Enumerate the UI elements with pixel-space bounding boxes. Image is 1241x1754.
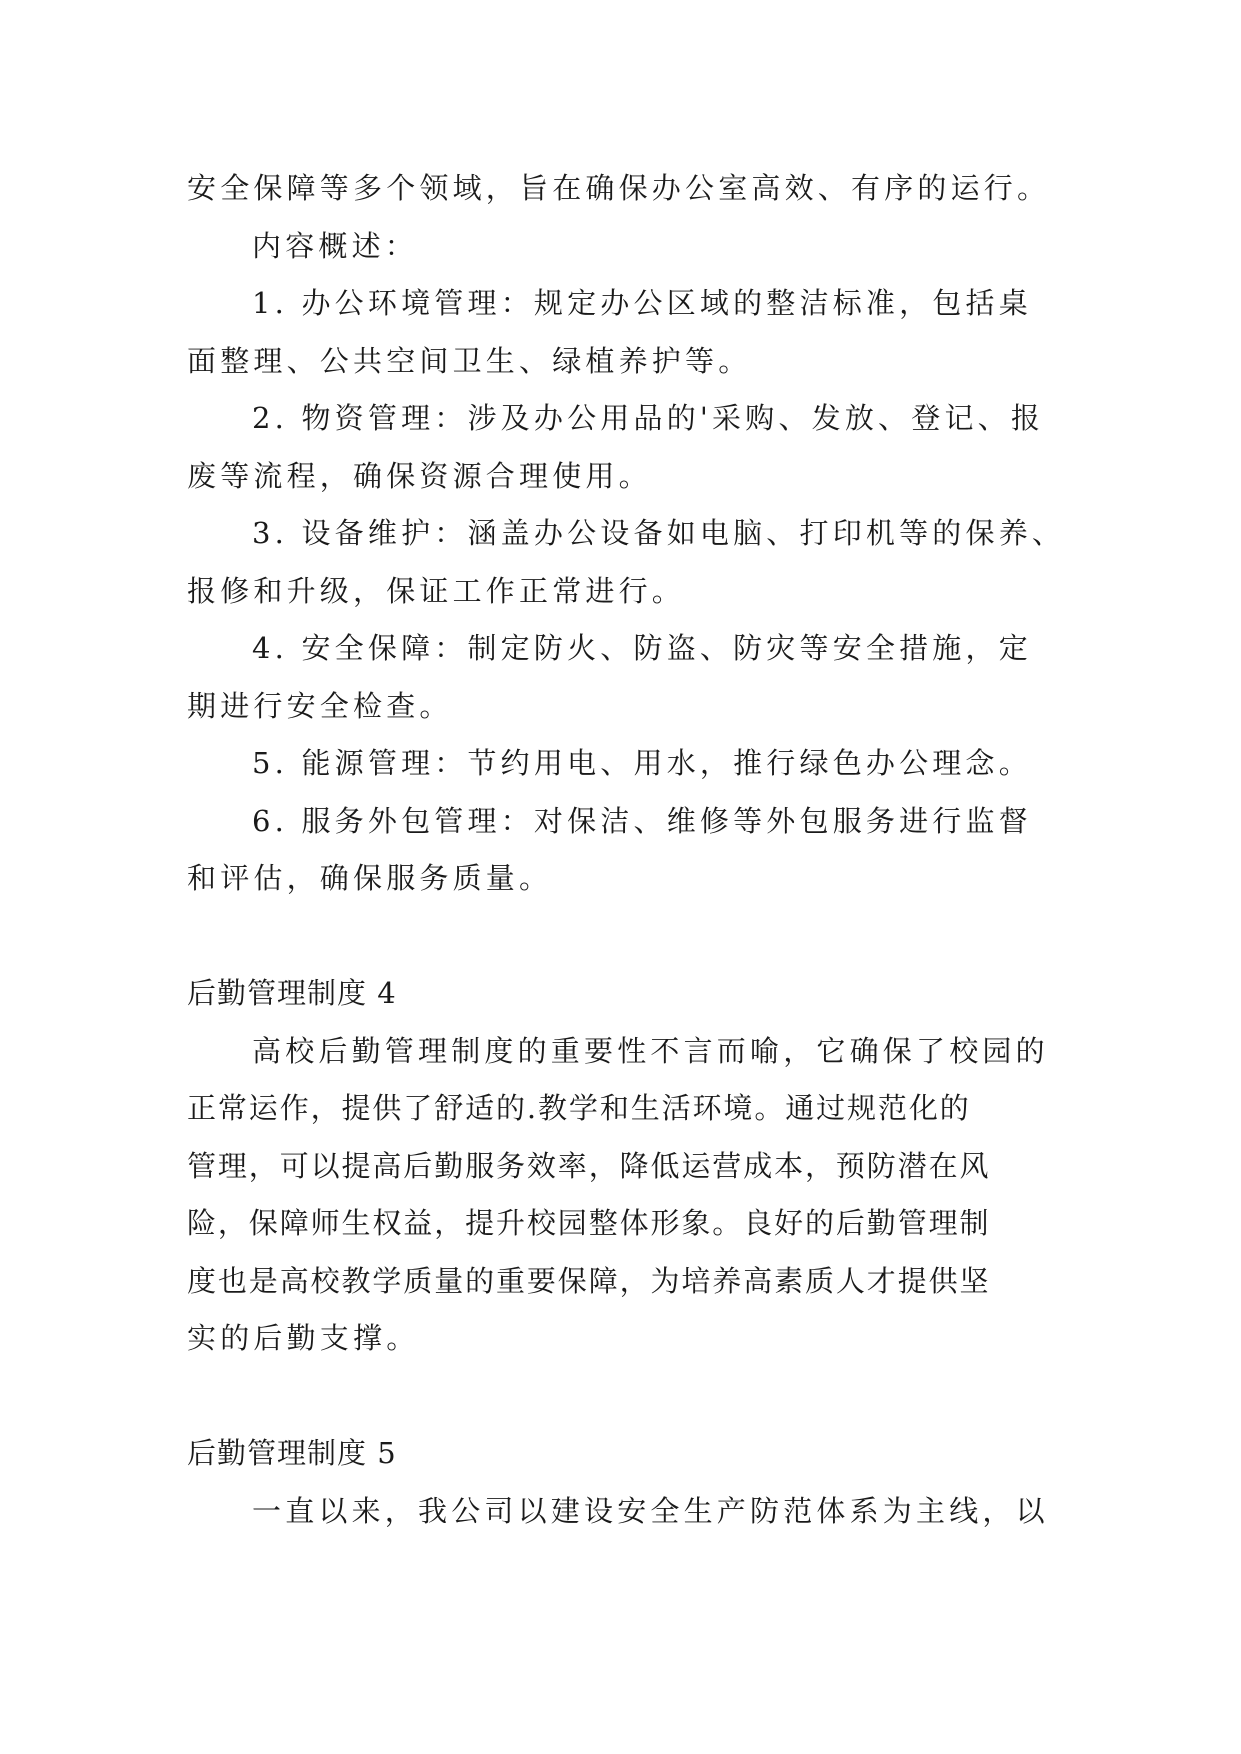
paragraph-line: 一直以来，我公司以建设安全生产防范体系为主线，以 (252, 1493, 1049, 1528)
list-item-line: 2. 物资管理：涉及办公用品的'采购、发放、登记、报 (252, 401, 1045, 435)
paragraph-line: 度也是高校教学质量的重要保障，为培养高素质人才提供坚 (187, 1263, 991, 1298)
paragraph-line: 实的后勤支撑。 (187, 1321, 420, 1355)
list-item-line: 4. 安全保障：制定防火、防盗、防灾等安全措施，定 (252, 631, 1032, 665)
paragraph-line: 高校后勤管理制度的重要性不言而喻，它确保了校园的 (252, 1033, 1049, 1068)
list-item-line: 5. 能源管理：节约用电、用水，推行绿色办公理念。 (252, 746, 1032, 780)
section-heading: 后勤管理制度 5 (187, 1436, 397, 1470)
section-5 (187, 1425, 1057, 1540)
paragraph-line: 内容概述： (252, 228, 419, 263)
list-item-line: 期进行安全检查。 (187, 688, 453, 723)
paragraph-line: 险，保障师生权益，提升校园整体形象。良好的后勤管理制 (187, 1206, 991, 1240)
section-heading: 后勤管理制度 4 (187, 976, 397, 1010)
text-block-office-management (187, 160, 1066, 908)
paragraph-line: 正常运作，提供了舒适的.教学和生活环境。通过规范化的 (187, 1091, 971, 1125)
section-gap (187, 1368, 1057, 1426)
section-gap (187, 908, 1057, 966)
section-4 (187, 965, 1057, 1368)
list-item-line: 报修和升级，保证工作正常进行。 (187, 573, 686, 608)
list-item-line: 废等流程，确保资源合理使用。 (187, 458, 652, 493)
paragraph-line: 安全保障等多个领域，旨在确保办公室高效、有序的运行。 (187, 171, 1051, 205)
list-item-line: 面整理、公共空间卫生、绿植养护等。 (187, 343, 752, 378)
document-page (187, 160, 1066, 1540)
list-item-line: 和评估，确保服务质量。 (187, 861, 553, 895)
list-item-line: 3. 设备维护：涵盖办公设备如电脑、打印机等的保养、 (252, 516, 1066, 550)
list-item-line: 6. 服务外包管理：对保洁、维修等外包服务进行监督 (252, 803, 1032, 838)
paragraph-line: 管理，可以提高后勤服务效率，降低运营成本，预防潜在风 (187, 1148, 991, 1183)
list-item-line: 1. 办公环境管理：规定办公区域的整洁标准，包括桌 (252, 286, 1032, 320)
